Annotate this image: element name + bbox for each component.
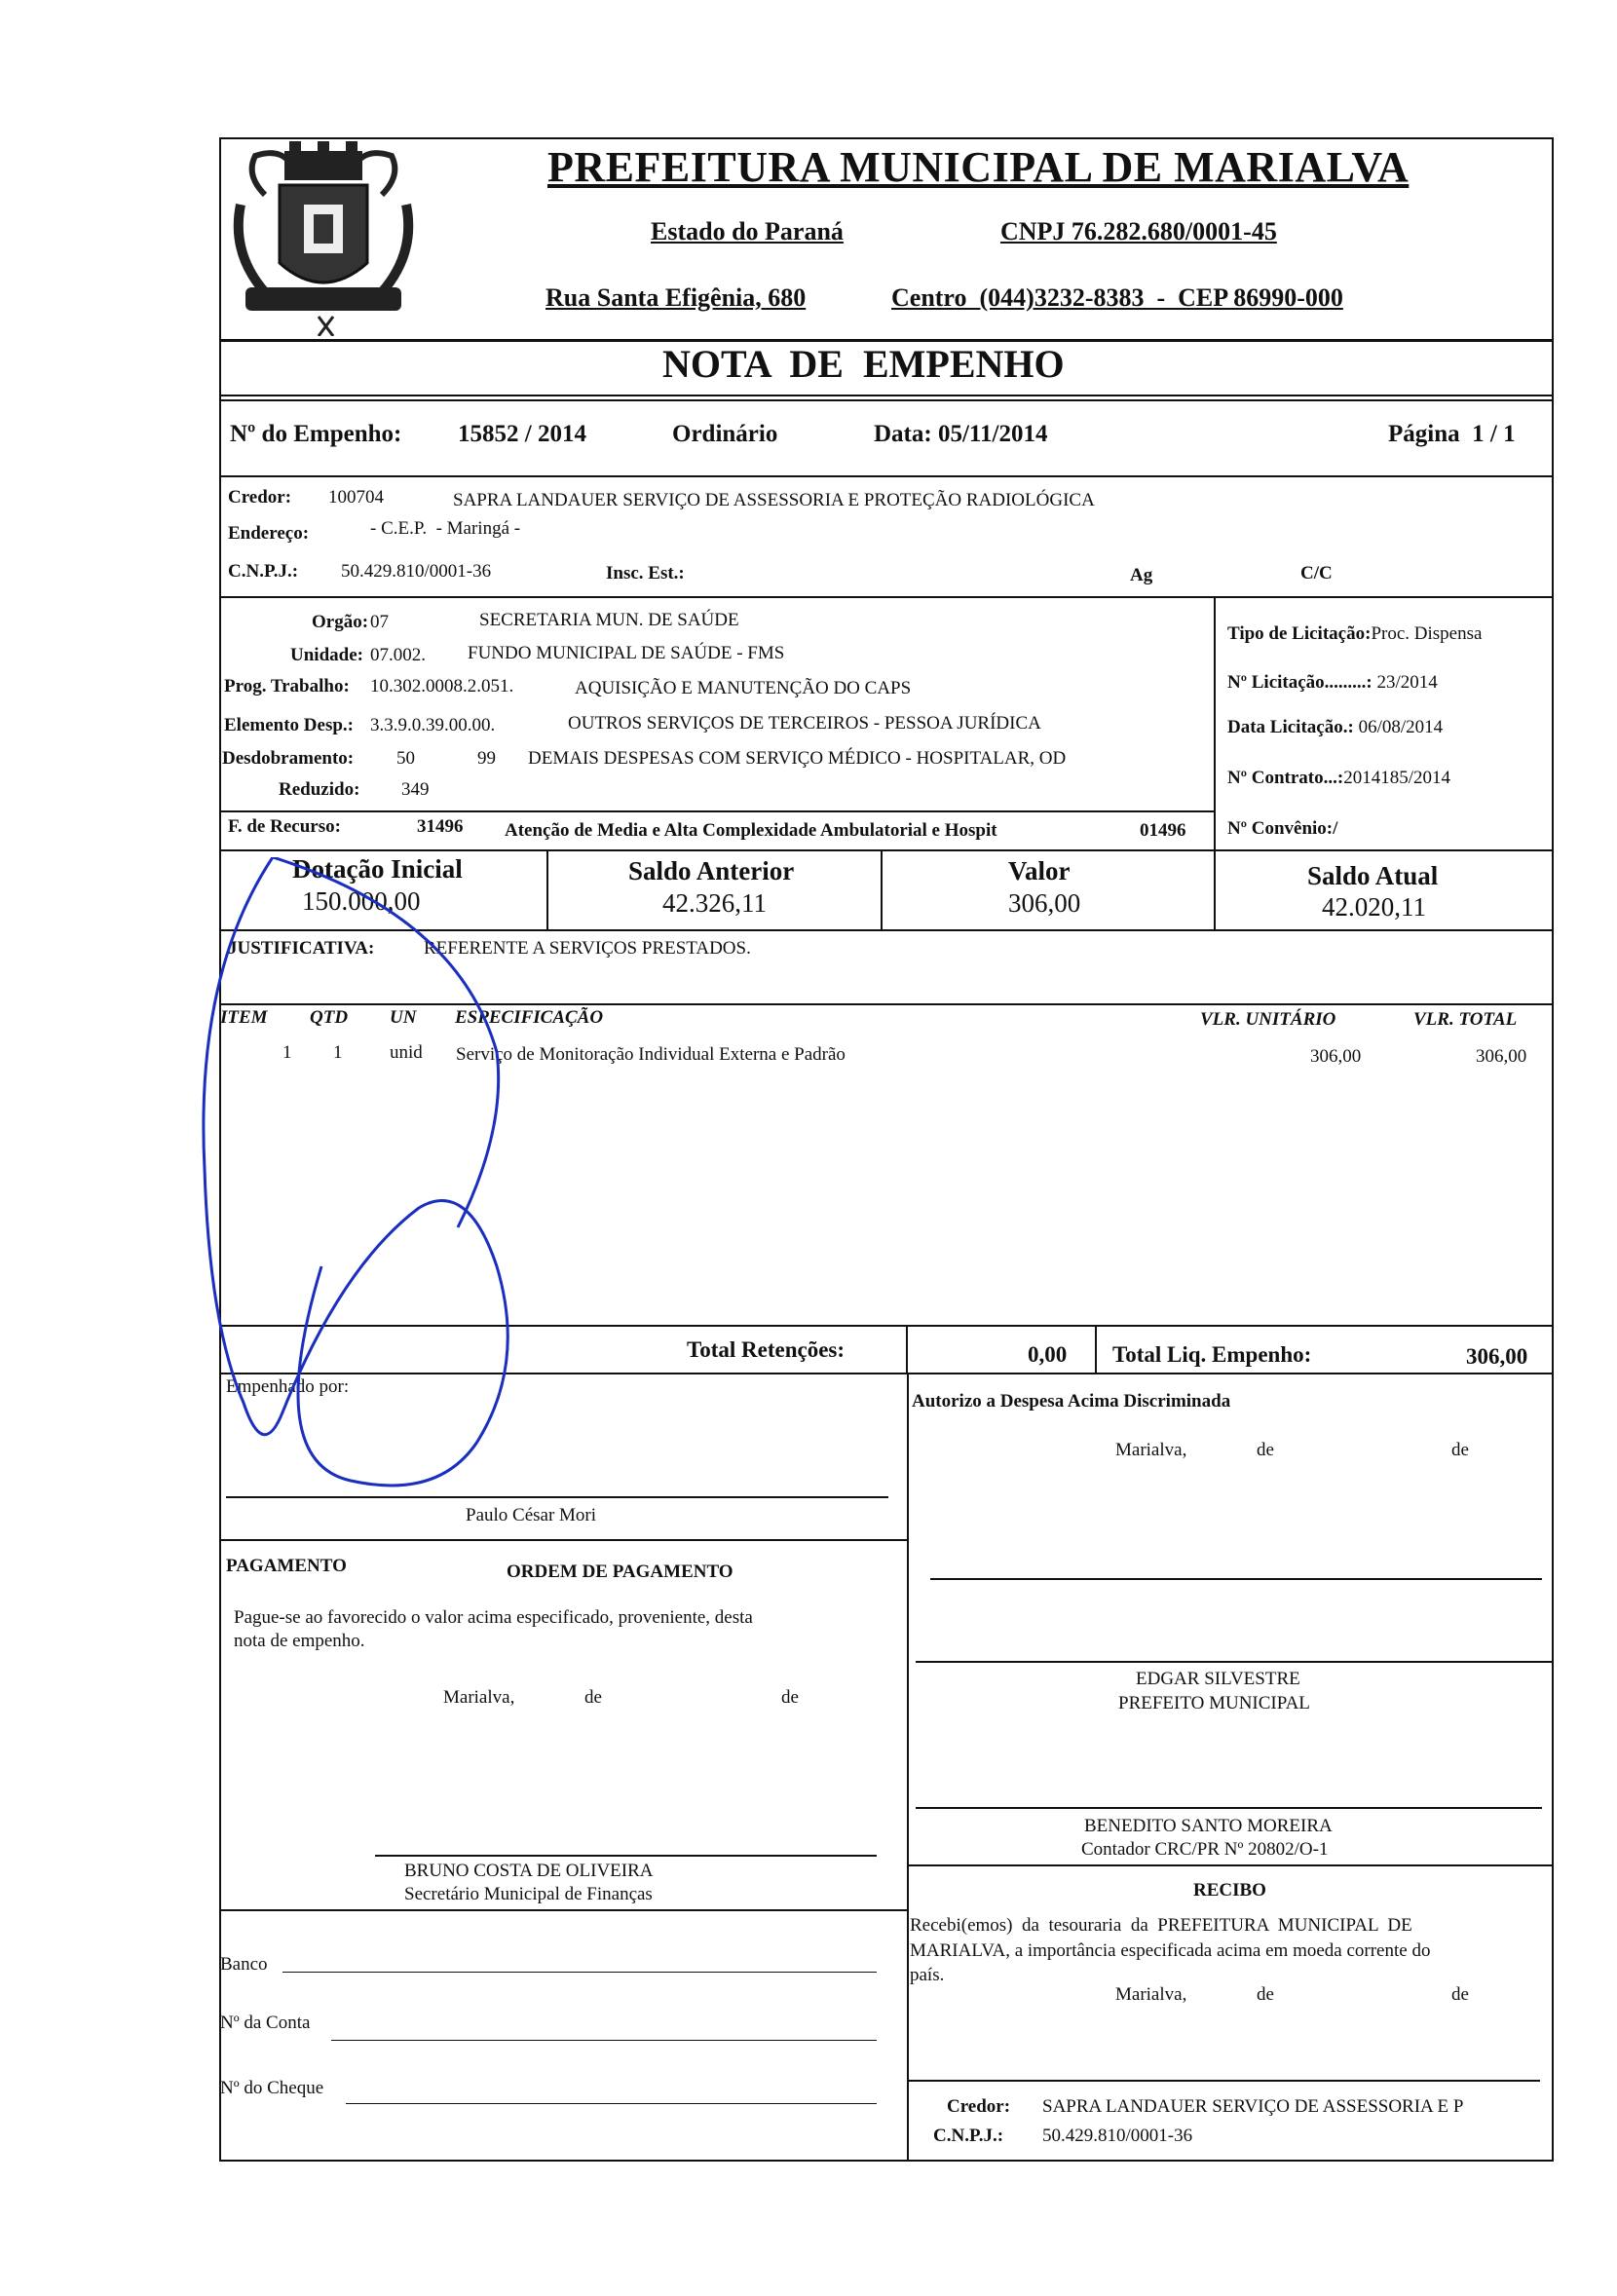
recibo-credor: SAPRA LANDAUER SERVIÇO DE ASSESSORIA E P	[1042, 2096, 1464, 2117]
prog-code: 10.302.0008.2.051.	[370, 676, 514, 696]
recibo-city: Marialva,	[1115, 1984, 1187, 2005]
recibo-text-2: MARIALVA, a importância especificada acima em moeda corrente do	[910, 1940, 1431, 1961]
row-qtd: 1	[333, 1042, 343, 1063]
conta-label: Nº da Conta	[220, 2013, 311, 2033]
retencoes-value: 0,00	[1028, 1342, 1068, 1367]
convenio-licitacao: Nº Convênio:/	[1227, 818, 1338, 839]
pagamento-text-2: nota de empenho.	[234, 1631, 365, 1651]
desd-code2: 99	[477, 748, 496, 769]
recurso-name: Atenção de Media e Alta Complexidade Ambulatorial e Hospit	[505, 820, 997, 841]
dotacao-label: Dotação Inicial	[292, 854, 463, 884]
pagamento-de-2: de	[781, 1687, 799, 1708]
credor-label: Credor:	[228, 487, 292, 508]
cnpj-label: C.N.P.J.:	[228, 561, 299, 582]
ag-label: Ag	[1130, 565, 1153, 585]
contador-name: BENEDITO SANTO MOREIRA	[1084, 1816, 1333, 1836]
recurso-code2: 01496	[1140, 820, 1186, 841]
saldo-anterior-value: 42.326,11	[662, 888, 767, 918]
row-vlr-unit: 306,00	[1310, 1046, 1362, 1067]
reduzido-label: Reduzido:	[279, 779, 360, 800]
empenhado-label: Empenhado por:	[226, 1376, 350, 1397]
elem-label: Elemento Desp.:	[224, 715, 354, 735]
row-vlr-total: 306,00	[1476, 1046, 1527, 1067]
empenho-type: Ordinário	[672, 421, 778, 447]
recibo-title: RECIBO	[1193, 1880, 1266, 1901]
header-qtd: QTD	[310, 1007, 349, 1028]
row-un: unid	[390, 1042, 423, 1063]
empenhado-name: Paulo César Mori	[466, 1505, 597, 1525]
justificativa-text: REFERENTE A SERVIÇOS PRESTADOS.	[424, 938, 751, 959]
prefeito-name: EDGAR SILVESTRE	[1136, 1669, 1300, 1689]
document-title: NOTA DE EMPENHO	[662, 342, 1065, 386]
unidade-label: Unidade:	[290, 645, 363, 665]
state-text: Estado do Paraná	[651, 217, 844, 245]
credor-cnpj: 50.429.810/0001-36	[341, 561, 492, 582]
autorizo-de-1: de	[1257, 1440, 1274, 1460]
address-text: Rua Santa Efigênia, 680	[545, 283, 807, 312]
contrato-licitacao: Nº Contrato...:2014185/2014	[1227, 768, 1450, 788]
row-item: 1	[282, 1042, 292, 1063]
header-spec: ESPECIFICAÇÃO	[455, 1007, 604, 1028]
pagamento-de-1: de	[584, 1687, 602, 1708]
orgao-label: Orgão:	[312, 612, 369, 632]
retencoes-label: Total Retenções:	[687, 1337, 846, 1362]
credor-address: - C.E.P. - Maringá -	[370, 518, 521, 539]
header-vlr-total: VLR. TOTAL	[1413, 1009, 1518, 1030]
liq-value: 306,00	[1466, 1344, 1528, 1369]
coat-of-arms-icon	[226, 136, 421, 336]
recibo-de-1: de	[1257, 1984, 1274, 2005]
secretario-title: Secretário Municipal de Finanças	[404, 1884, 653, 1904]
orgao-name: SECRETARIA MUN. DE SAÚDE	[479, 610, 739, 630]
dotacao-value: 150.000,00	[302, 886, 421, 916]
prog-label: Prog. Trabalho:	[224, 676, 350, 696]
valor-value: 306,00	[1008, 888, 1081, 918]
cheque-label: Nº do Cheque	[220, 2078, 324, 2098]
desd-label: Desdobramento:	[222, 748, 355, 769]
cc-label: C/C	[1300, 563, 1333, 583]
empenho-number: 15852 / 2014	[458, 421, 586, 447]
reduzido-value: 349	[401, 779, 430, 800]
page-title: PREFEITURA MUNICIPAL DE MARIALVA	[547, 143, 1410, 191]
secretario-name: BRUNO COSTA DE OLIVEIRA	[404, 1861, 654, 1881]
insc-label: Insc. Est.:	[606, 563, 685, 583]
desd-code1: 50	[396, 748, 415, 769]
recurso-label: F. de Recurso:	[228, 816, 341, 837]
autorizo-text: Autorizo a Despesa Acima Discriminada	[912, 1391, 1231, 1411]
num-licitacao: Nº Licitação.........: 23/2014	[1227, 672, 1438, 693]
justificativa-label: JUSTIFICATIVA:	[228, 938, 375, 959]
credor-name: SAPRA LANDAUER SERVIÇO DE ASSESSORIA E PROTEÇÃO RADIOLÓGICA	[453, 490, 1095, 510]
recibo-credor-label: Credor:	[947, 2096, 1011, 2117]
credor-code: 100704	[328, 487, 384, 508]
prog-name: AQUISIÇÃO E MANUTENÇÃO DO CAPS	[575, 678, 912, 698]
liq-label: Total Liq. Empenho:	[1112, 1342, 1312, 1367]
header-vlr-unit: VLR. UNITÁRIO	[1200, 1009, 1336, 1030]
pagamento-city: Marialva,	[443, 1687, 515, 1708]
recurso-code: 31496	[417, 816, 464, 837]
pagamento-label: PAGAMENTO	[226, 1556, 347, 1576]
saldo-anterior-label: Saldo Anterior	[628, 856, 795, 885]
recibo-text-1: Recebi(emos) da tesouraria da PREFEITURA MUNICIPAL DE	[910, 1915, 1412, 1936]
address-label: Endereço:	[228, 523, 310, 544]
tipo-licitacao: Tipo de Licitação:Proc. Dispensa	[1227, 623, 1483, 644]
recibo-cnpj-label: C.N.P.J.:	[933, 2126, 1004, 2146]
data-licitacao: Data Licitação.: 06/08/2014	[1227, 717, 1444, 737]
autorizo-city: Marialva,	[1115, 1440, 1187, 1460]
header-un: UN	[390, 1007, 417, 1028]
elem-name: OUTROS SERVIÇOS DE TERCEIROS - PESSOA JURÍDICA	[568, 713, 1041, 734]
recibo-de-2: de	[1451, 1984, 1469, 2005]
address-rest-text: Centro (044)3232-8383 - CEP 86990-000	[891, 283, 1343, 312]
empenho-date: Data: 05/11/2014	[874, 421, 1048, 447]
unidade-code: 07.002.	[370, 645, 426, 665]
ordem-pagamento: ORDEM DE PAGAMENTO	[507, 1562, 733, 1582]
banco-label: Banco	[220, 1954, 268, 1975]
page-number: Página 1 / 1	[1388, 421, 1516, 447]
cnpj-text: CNPJ 76.282.680/0001-45	[1000, 217, 1277, 245]
row-spec: Serviço de Monitoração Individual Externa e Padrão	[456, 1044, 846, 1065]
signature-scribble	[185, 857, 653, 1520]
pagamento-text-1: Pague-se ao favorecido o valor acima especificado, proveniente, desta	[234, 1607, 753, 1628]
saldo-atual-label: Saldo Atual	[1307, 861, 1439, 890]
desd-name: DEMAIS DESPESAS COM SERVIÇO MÉDICO - HOSPITALAR, OD	[528, 748, 1067, 769]
saldo-atual-value: 42.020,11	[1322, 892, 1426, 922]
header-item: ITEM	[220, 1007, 268, 1028]
empenho-label: Nº do Empenho:	[230, 421, 402, 447]
autorizo-de-2: de	[1451, 1440, 1469, 1460]
recibo-text-3: país.	[910, 1965, 945, 1985]
prefeito-title: PREFEITO MUNICIPAL	[1118, 1693, 1310, 1713]
orgao-code: 07	[370, 612, 389, 632]
recibo-cnpj: 50.429.810/0001-36	[1042, 2126, 1193, 2146]
elem-code: 3.3.9.0.39.00.00.	[370, 715, 496, 735]
contador-title: Contador CRC/PR Nº 20802/O-1	[1081, 1839, 1329, 1860]
unidade-name: FUNDO MUNICIPAL DE SAÚDE - FMS	[468, 643, 785, 663]
valor-label: Valor	[1008, 856, 1071, 885]
